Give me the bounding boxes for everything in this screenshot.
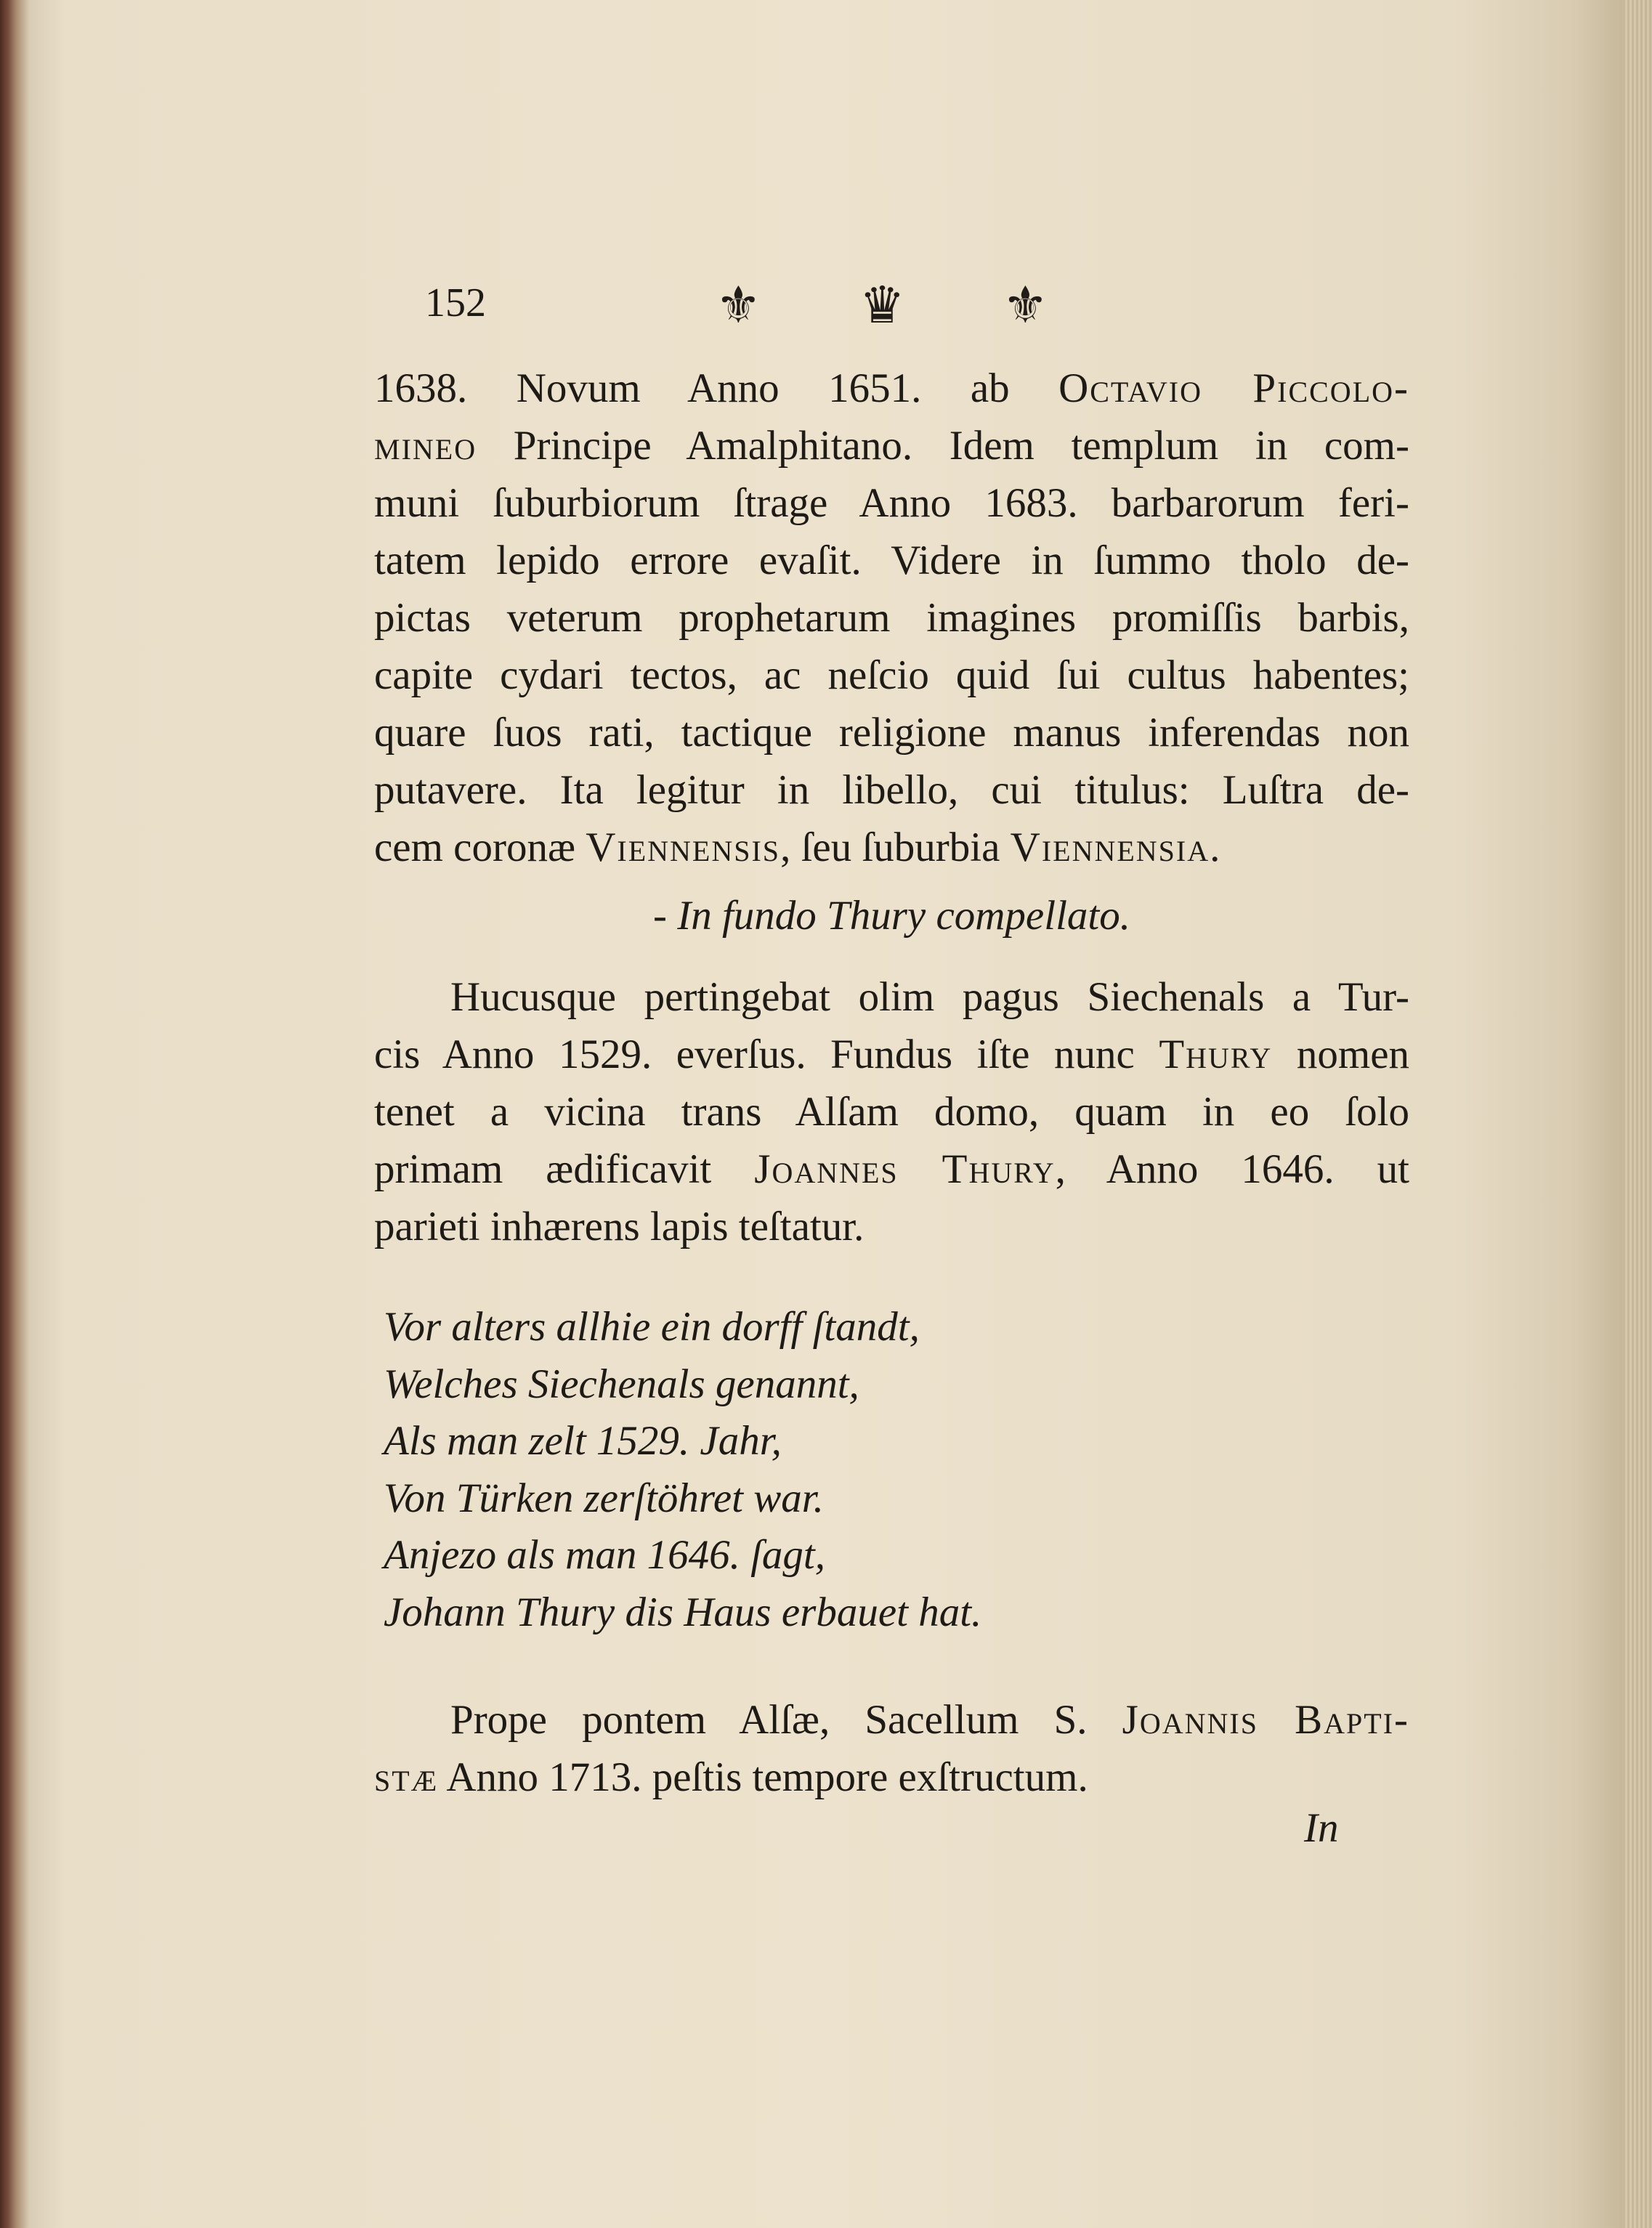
text: primam ædificavit [374, 1146, 755, 1192]
verse-line: Von Türken zerſtöhret war. [384, 1475, 824, 1521]
text-line: quare ſuos rati, tactique religione manus inferendas non [374, 710, 1409, 756]
text-line [374, 360, 1409, 417]
text: , ſeu ſuburbia [780, 825, 1011, 870]
paragraph-2 [374, 968, 1409, 1255]
text-line: putavere. Ita legitur in libello, cui titulus: Luſtra de- [374, 767, 1409, 813]
place-name: Viennensis [586, 825, 781, 870]
name-octavio: Octavio Piccolo- [1058, 365, 1409, 411]
verse-line: Johann Thury dis Haus erbauet hat. [384, 1589, 982, 1635]
text: cem coronæ [374, 825, 586, 870]
page-number: 152 [425, 280, 486, 325]
crown-icon: ♛ [859, 278, 905, 334]
text-line: parieti inhærens lapis teſtatur. [374, 1204, 865, 1249]
verse-line: Als man zelt 1529. Jahr, [384, 1418, 782, 1464]
text-line [374, 1691, 1409, 1749]
text: cis Anno 1529. everſus. Fundus iſte nunc [374, 1032, 1159, 1077]
text-line: Hucusque pertingebat olim pagus Siechenals a Tur- [450, 974, 1409, 1020]
verse-line: Anjezo als man 1646. ſagt, [384, 1532, 825, 1578]
text: Principe Amalphitano. Idem templum in com- [477, 423, 1409, 469]
text-line [374, 819, 1409, 876]
place-name: Viennensia. [1010, 825, 1222, 870]
text-line [374, 417, 1409, 474]
fleuron-icon: ⚜ [716, 278, 761, 334]
text-line: pictas veterum prophetarum imagines promiſſis barbis, [374, 595, 1409, 641]
text: Anno 1713. peſtis tempore exſtructum. [438, 1754, 1088, 1800]
text-line: tenet a vicina trans Alſam domo, quam in eo ſolo [374, 1089, 1409, 1135]
text-line [374, 1141, 1409, 1198]
paragraph-3 [374, 1691, 1409, 1806]
text: nomen [1272, 1032, 1409, 1077]
section-subheading: - In fundo Thury compellato. [652, 893, 1130, 939]
text-line [374, 1749, 1409, 1806]
text-line: muni ſuburbiorum ſtrage Anno 1683. barbarorum feri- [374, 480, 1409, 526]
text-line [374, 1026, 1409, 1083]
name-joannes-thury: Joannes Thury [754, 1146, 1056, 1192]
name-part: mineo [374, 423, 477, 469]
text-line: tatem lepido errore evaſit. Videre in ſummo tholo de- [374, 538, 1409, 583]
text: 1638. Novum Anno 1651. ab [374, 365, 1059, 411]
verse-line: Vor alters allhie ein dorff ſtandt, [384, 1304, 920, 1350]
verse-line: Welches Siechenals genannt, [384, 1361, 859, 1407]
name-part: stæ [374, 1754, 439, 1800]
name-joannis-baptistae: Joannis Bapti- [1122, 1697, 1409, 1743]
text-line: capite cydari tectos, ac neſcio quid ſui cultus habentes; [374, 652, 1409, 698]
catchword: In [1304, 1805, 1339, 1851]
running-header [374, 280, 1409, 345]
name-thury: Thury [1159, 1032, 1273, 1077]
page-edges [1623, 0, 1652, 2228]
fleuron-icon: ⚜ [1003, 278, 1048, 334]
paragraph-1 [374, 360, 1409, 876]
text: Prope pontem Alſæ, Sacellum S. [450, 1697, 1122, 1743]
verse-inscription [384, 1299, 981, 1641]
text: , Anno 1646. ut [1055, 1146, 1409, 1192]
